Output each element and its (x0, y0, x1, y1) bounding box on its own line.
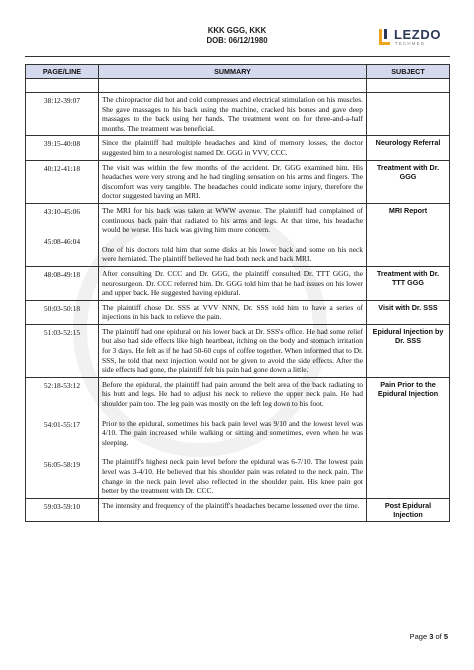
page-prefix: Page (409, 632, 430, 641)
page-line-entry: 43:10-45:06 (43, 206, 81, 216)
subject-cell (367, 93, 450, 136)
total-pages: 5 (443, 632, 448, 641)
table-row (26, 498, 450, 521)
column-header-page-line: PAGE/LINE (26, 65, 99, 79)
patient-dob: DOB: 06/12/1980 (206, 36, 268, 45)
logo-tagline: TECHMED (395, 41, 426, 46)
page-line-cell: 40:12-41:18 (26, 160, 99, 203)
summary-cell (99, 203, 367, 266)
summary-cell (99, 377, 367, 498)
page-line-entry: 56:05-58:19 (43, 460, 81, 470)
page-line-entry: 54:01-55:17 (43, 420, 81, 430)
page-line-cell: 59:03-59:10 (26, 498, 99, 521)
summary-cell: The visit was within the few months of the accident. Dr. GGG examined him. His headaches were very strong and he had tingling sensation on his arms and fingers. The discomfort was very tangible. The headaches could indicate some injury, therefore the doctor suggested having an MRI. (99, 160, 367, 203)
subject-cell: Treatment with Dr. TTT GGG (367, 266, 450, 300)
page-line-cell: 38:12-39:07 (26, 93, 99, 136)
logo-name: LEZDO (394, 27, 442, 42)
summary-cell: The chiropractor did hot and cold compresses and electrical stimulation on his muscles. She gave massages to his back using the machine, cracked his bones and gave deep massages to the back using her hands. The treatment went on for three-and-a-half months. The treatment was beneficial. (99, 93, 367, 136)
subject-cell: Treatment with Dr. GGG (367, 160, 450, 203)
header-divider (25, 56, 450, 57)
page-line-cell (26, 377, 99, 498)
summary-cell (99, 79, 367, 93)
column-header-subject: SUBJECT (367, 65, 450, 79)
table-row (26, 266, 450, 300)
table-row (26, 136, 450, 160)
table-row (26, 377, 450, 498)
patient-name: KKK GGG, KKK (207, 26, 267, 35)
subject-cell: Visit with Dr. SSS (367, 300, 450, 324)
summary-entry: Prior to the epidural, sometimes his back pain level was 9/10 and the lowest level was 4/10. The pain increased while walking or sitting and sometimes, even when he was sleeping. (102, 418, 363, 447)
page-line-entry: 52:18-53:12 (43, 380, 81, 390)
page-line-cell (26, 203, 99, 266)
table-header-row (26, 65, 450, 79)
page-number (410, 632, 448, 641)
logo-mark-icon (378, 27, 392, 47)
subject-cell: Post Epidural Injection (367, 498, 450, 521)
summary-entry: The plaintiff's highest neck pain level before the epidural was 6-7/10. The lowest pain level was 3-4/10. He believed that his shoulder pain was related to the neck pain. The change in the neck pain level also reflected in the shoulder pain. His knee pain got better by the treatment with Dr. CCC. (102, 457, 363, 496)
table-row (26, 300, 450, 324)
page-line-cell: 39:15-40:08 (26, 136, 99, 160)
subject-cell (367, 79, 450, 93)
summary-cell: After consulting Dr. CCC and Dr. GGG, the plaintiff consulted Dr. TTT GGG, the neurosurgeon. Dr. CCC referred him. Dr. GGG told him that he had issues on his lower and upper back. He suggested having epidural. (99, 266, 367, 300)
table-row (26, 93, 450, 136)
summary-entry: One of his doctors told him that some disks at his lower back and some on his neck were herniated. The plaintiff believed he had both neck and back MRI. (102, 244, 363, 264)
page-line-entry: 45:08-46:04 (43, 236, 81, 246)
deposition-summary-table (25, 64, 450, 522)
page-line-cell: 50:03-50:18 (26, 300, 99, 324)
entry-spacer (29, 217, 95, 227)
entry-spacer (102, 409, 363, 419)
entry-spacer (102, 235, 363, 245)
summary-cell: The intensity and frequency of the plaintiff's headaches became lessened over the time. (99, 498, 367, 521)
subject-cell: MRI Report (367, 203, 450, 266)
subject-cell: Neurology Referral (367, 136, 450, 160)
current-page: 3 (429, 632, 434, 641)
table-row (26, 324, 450, 377)
summary-entry: The MRI for his back was taken at WWW avenue. The plaintiff had complained of continuous back pain that radiated to his arms and legs. At that time, his headache would be worse. His back was giving him more concern. (102, 205, 363, 235)
summary-cell: The plaintiff had one epidural on his lower back at Dr. SSS's office. He had some relief but also had side effects like high heartbeat, itching on the body and stomach irritation for 3 days. He felt as if he had 50-60 cups of coffee together. When informed that to Dr. SSS, he told that next injection would not be given to avoid the side effects. After the side effects had gone, the plaintiff felt his pain had gone down a little. (99, 324, 367, 377)
subject-cell: Epidural Injection by Dr. SSS (367, 324, 450, 377)
column-header-summary: SUMMARY (99, 65, 367, 79)
table-row (26, 203, 450, 266)
table-row (26, 160, 450, 203)
page-line-cell: 48:08-49:18 (26, 266, 99, 300)
summary-cell: The plaintiff chose Dr. SSS at VVV NNN, Dr. SSS told him to have a series of injections in his back to relieve the pain. (99, 300, 367, 324)
entry-spacer (102, 447, 363, 457)
subject-cell: Pain Prior to the Epidural Injection (367, 377, 450, 498)
summary-cell: Since the plaintiff had multiple headaches and kind of memory losses, the doctor suggested him to a neurologist named Dr. GGG in VVV, CCC. (99, 136, 367, 160)
page-line-cell: 51:03-52:15 (26, 324, 99, 377)
table-row (26, 79, 450, 93)
page-line-cell (26, 79, 99, 93)
summary-entry: Before the epidural, the plaintiff had pain around the belt area of the back radiating to his butt and legs. He had to adjust his neck to relieve the upper neck pain. He had shoulder pain too. The leg pain was mostly on the left leg down to his foot. (102, 379, 363, 409)
page-middle: of (433, 632, 444, 641)
company-logo (378, 26, 448, 50)
